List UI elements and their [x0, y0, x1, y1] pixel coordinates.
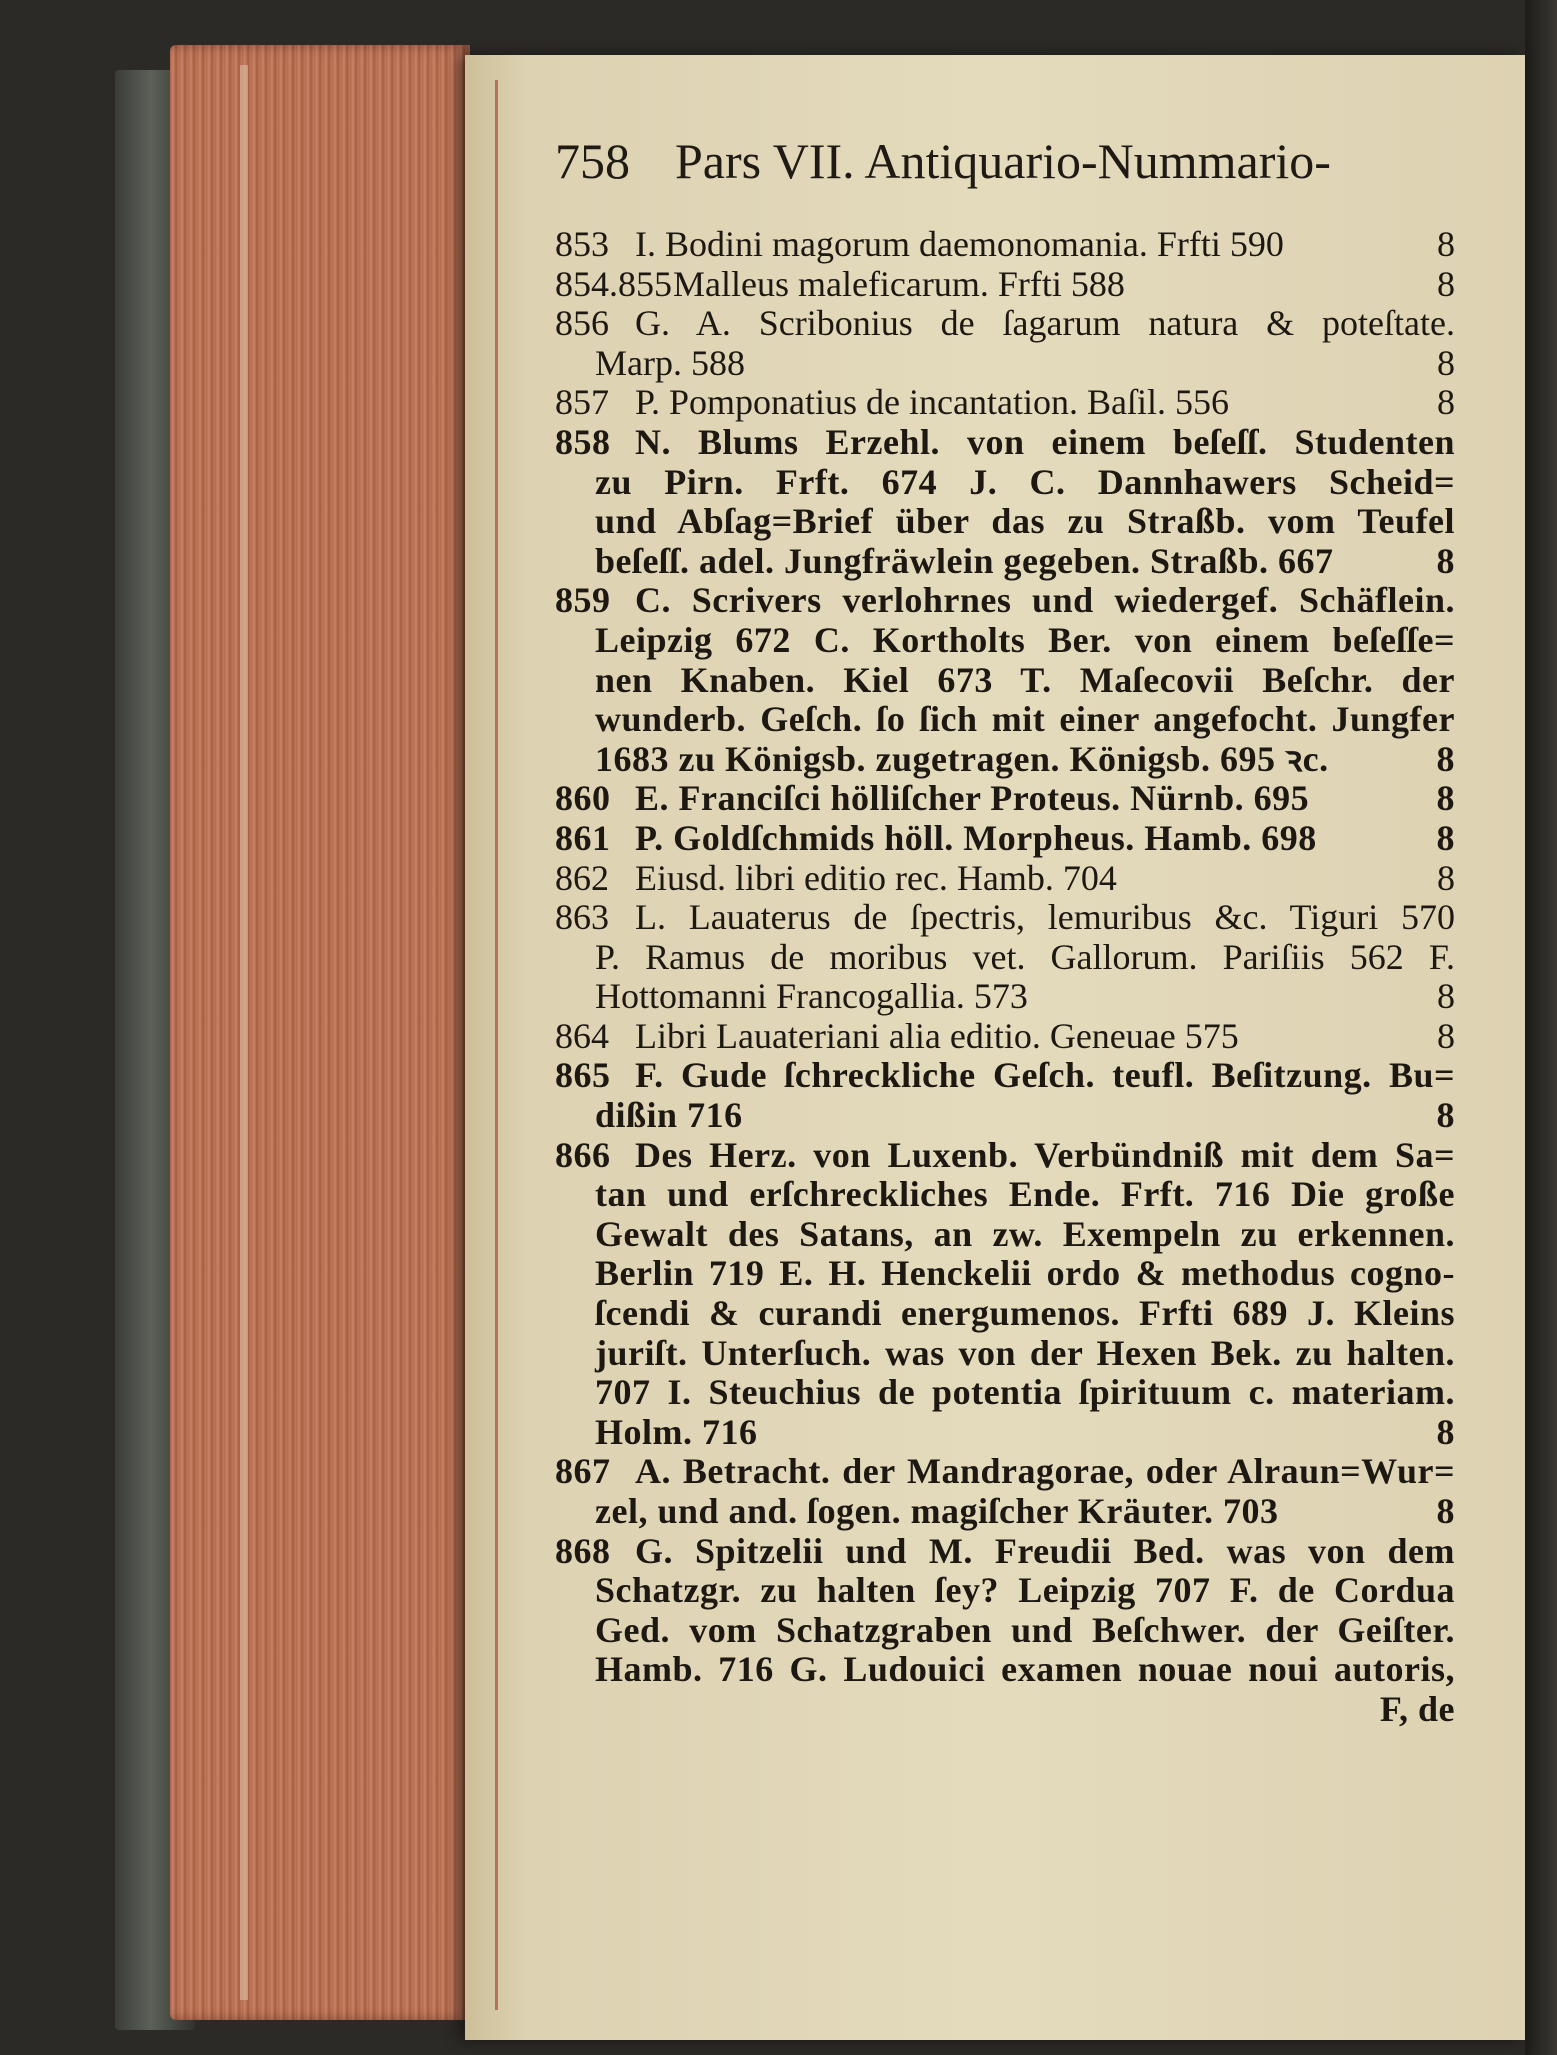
entry-line: wunderb. Geſch. ſo ſich mit einer angefocht. Jungfer [595, 699, 1455, 740]
entry-line: Marp. 588 [595, 342, 745, 383]
catalog-entry [555, 1017, 1455, 1057]
catalog-entry [555, 779, 1455, 819]
entry-number: 859 [555, 580, 611, 621]
page-edges [170, 45, 470, 2020]
entry-line: tan und erſchreckliches Ende. Frft. 716 Die große [595, 1174, 1455, 1215]
page-number: 758 [555, 133, 630, 189]
entry-level: 8 [1437, 263, 1455, 304]
entry-line: Hottomanni Francogallia. 573 [595, 976, 1028, 1017]
entry-line: ſcendi & curandi energumenos. Frfti 689 J. Kleins [595, 1293, 1455, 1334]
entry-number: 863 [555, 897, 609, 938]
entry-level: 8 [1437, 342, 1455, 383]
entry-line: G. A. Scribonius de ſagarum natura & poteſtate. [635, 303, 1455, 344]
entry-line: zu Pirn. Frft. 674 J. C. Dannhawers Scheid= [595, 461, 1455, 502]
entry-level: 8 [1436, 1095, 1455, 1136]
catalog-entry [555, 304, 1455, 383]
entry-number: 867 [555, 1451, 611, 1492]
entry-line: Ged. vom Schatzgraben und Beſchwer. der Geiſter. [595, 1609, 1455, 1650]
entry-line: Des Herz. von Luxenb. Verbündniß mit dem Sa= [635, 1134, 1455, 1175]
entry-level: 8 [1436, 817, 1455, 858]
catalog-entry [555, 423, 1455, 581]
entry-line: F. Gude ſchreckliche Geſch. teufl. Beſitzung. Bu= [635, 1055, 1455, 1096]
entry-line: juriſt. Unterſuch. was von der Hexen Bek. zu halten. [595, 1332, 1455, 1373]
entry-line: N. Blums Erzehl. von einem beſeſſ. Studenten [635, 421, 1455, 462]
entry-line: zel, und and. ſogen. magiſcher Kräuter. 703 [595, 1491, 1279, 1531]
entry-number: 853 [555, 224, 609, 264]
entry-line: Holm. 716 [595, 1411, 758, 1452]
entry-line: P. Pomponatius de incantation. Baſil. 556 [635, 382, 1229, 423]
entry-line: und Abſag=Brief über das zu Straßb. vom Teufel [595, 501, 1455, 542]
catchword: F, de [1379, 1688, 1455, 1729]
entry-number: 860 [555, 778, 611, 819]
entry-level: 8 [1437, 224, 1455, 264]
entry-line: Eiusd. libri editio rec. Hamb. 704 [635, 857, 1117, 898]
entry-line: Libri Lauateriani alia editio. Geneuae 575 [635, 1015, 1239, 1056]
catalog-entry [555, 898, 1455, 1017]
entry-level: 8 [1437, 1015, 1455, 1056]
entry-line: nen Knaben. Kiel 673 T. Maſecovii Beſchr. der [595, 659, 1455, 700]
entry-level: 8 [1437, 382, 1455, 423]
entry-line: I. Bodini magorum daemonomania. Frfti 590 [635, 224, 1284, 264]
catalog-entries [555, 225, 1455, 1730]
entry-number: 866 [555, 1134, 611, 1175]
catalog-entry [555, 1136, 1455, 1453]
catalog-entry [555, 265, 1455, 305]
entry-level: 8 [1436, 540, 1455, 581]
entry-line: beſeſſ. adel. Jungfräwlein gegeben. Straßb. 667 [595, 540, 1334, 581]
entry-line: Schatzgr. zu halten ſey? Leipzig 707 F. de Cordua [595, 1570, 1455, 1611]
entry-line: Hamb. 716 G. Ludouici examen nouae noui autoris, [595, 1649, 1455, 1690]
catalog-entry [555, 1452, 1455, 1531]
entry-line: Malleus maleficarum. Frfti 588 [673, 263, 1125, 304]
entry-line: C. Scrivers verlohrnes und wiedergef. Schäflein. [635, 580, 1455, 621]
entry-line: A. Betracht. der Mandragorae, oder Alraun=Wur= [635, 1451, 1455, 1492]
entry-number: 865 [555, 1055, 611, 1096]
entry-number: 858 [555, 421, 611, 462]
entry-line: E. Franciſci hölliſcher Proteus. Nürnb. 695 [635, 778, 1310, 819]
entry-number: 856 [555, 303, 609, 344]
entry-number: 861 [555, 817, 611, 858]
entry-level: 8 [1436, 778, 1455, 819]
entry-level: 8 [1437, 976, 1455, 1017]
page-edge-highlight [240, 65, 248, 2000]
entry-number: 864 [555, 1015, 609, 1056]
entry-line: 707 I. Steuchius de potentia ſpirituum c. materiam. [595, 1372, 1455, 1413]
background-strip [1525, 0, 1557, 2055]
page-margin-rule [495, 80, 498, 2010]
entry-line: 1683 zu Königsb. zugetragen. Königsb. 695 ꝛc. [595, 738, 1329, 779]
entry-number: 868 [555, 1530, 611, 1571]
entry-line: Gewalt des Satans, an zw. Exempeln zu erkennen. [595, 1213, 1455, 1254]
entry-level: 8 [1437, 857, 1455, 898]
entry-level: 8 [1436, 738, 1455, 779]
catalog-entry [555, 1532, 1455, 1730]
entry-number: 862 [555, 857, 609, 898]
entry-number: 854.855 [555, 263, 672, 304]
entry-line: G. Spitzelii und M. Freudii Bed. was von dem [635, 1530, 1455, 1571]
entry-number: 857 [555, 382, 609, 423]
page-header [555, 132, 1331, 190]
catalog-entry [555, 581, 1455, 779]
entry-line: P. Ramus de moribus vet. Gallorum. Pariſiis 562 F. [595, 936, 1455, 977]
entry-line: Berlin 719 E. H. Henckelii ordo & methodus cogno- [595, 1253, 1455, 1294]
entry-level: 8 [1436, 1491, 1455, 1531]
entry-line: P. Goldſchmids höll. Morpheus. Hamb. 698 [635, 817, 1317, 858]
entry-level: 8 [1436, 1411, 1455, 1452]
catalog-entry [555, 859, 1455, 899]
entry-line: L. Lauaterus de ſpectris, lemuribus &c. Tiguri 570 [635, 897, 1455, 938]
catalog-entry [555, 1056, 1455, 1135]
running-title: Pars VII. Antiquario-Nummario- [675, 133, 1331, 189]
catalog-entry [555, 225, 1455, 265]
catalog-entry [555, 383, 1455, 423]
entry-line: Leipzig 672 C. Kortholts Ber. von einem beſeſſe= [595, 619, 1455, 660]
catalog-entry [555, 819, 1455, 859]
entry-line: dißin 716 [595, 1095, 743, 1136]
